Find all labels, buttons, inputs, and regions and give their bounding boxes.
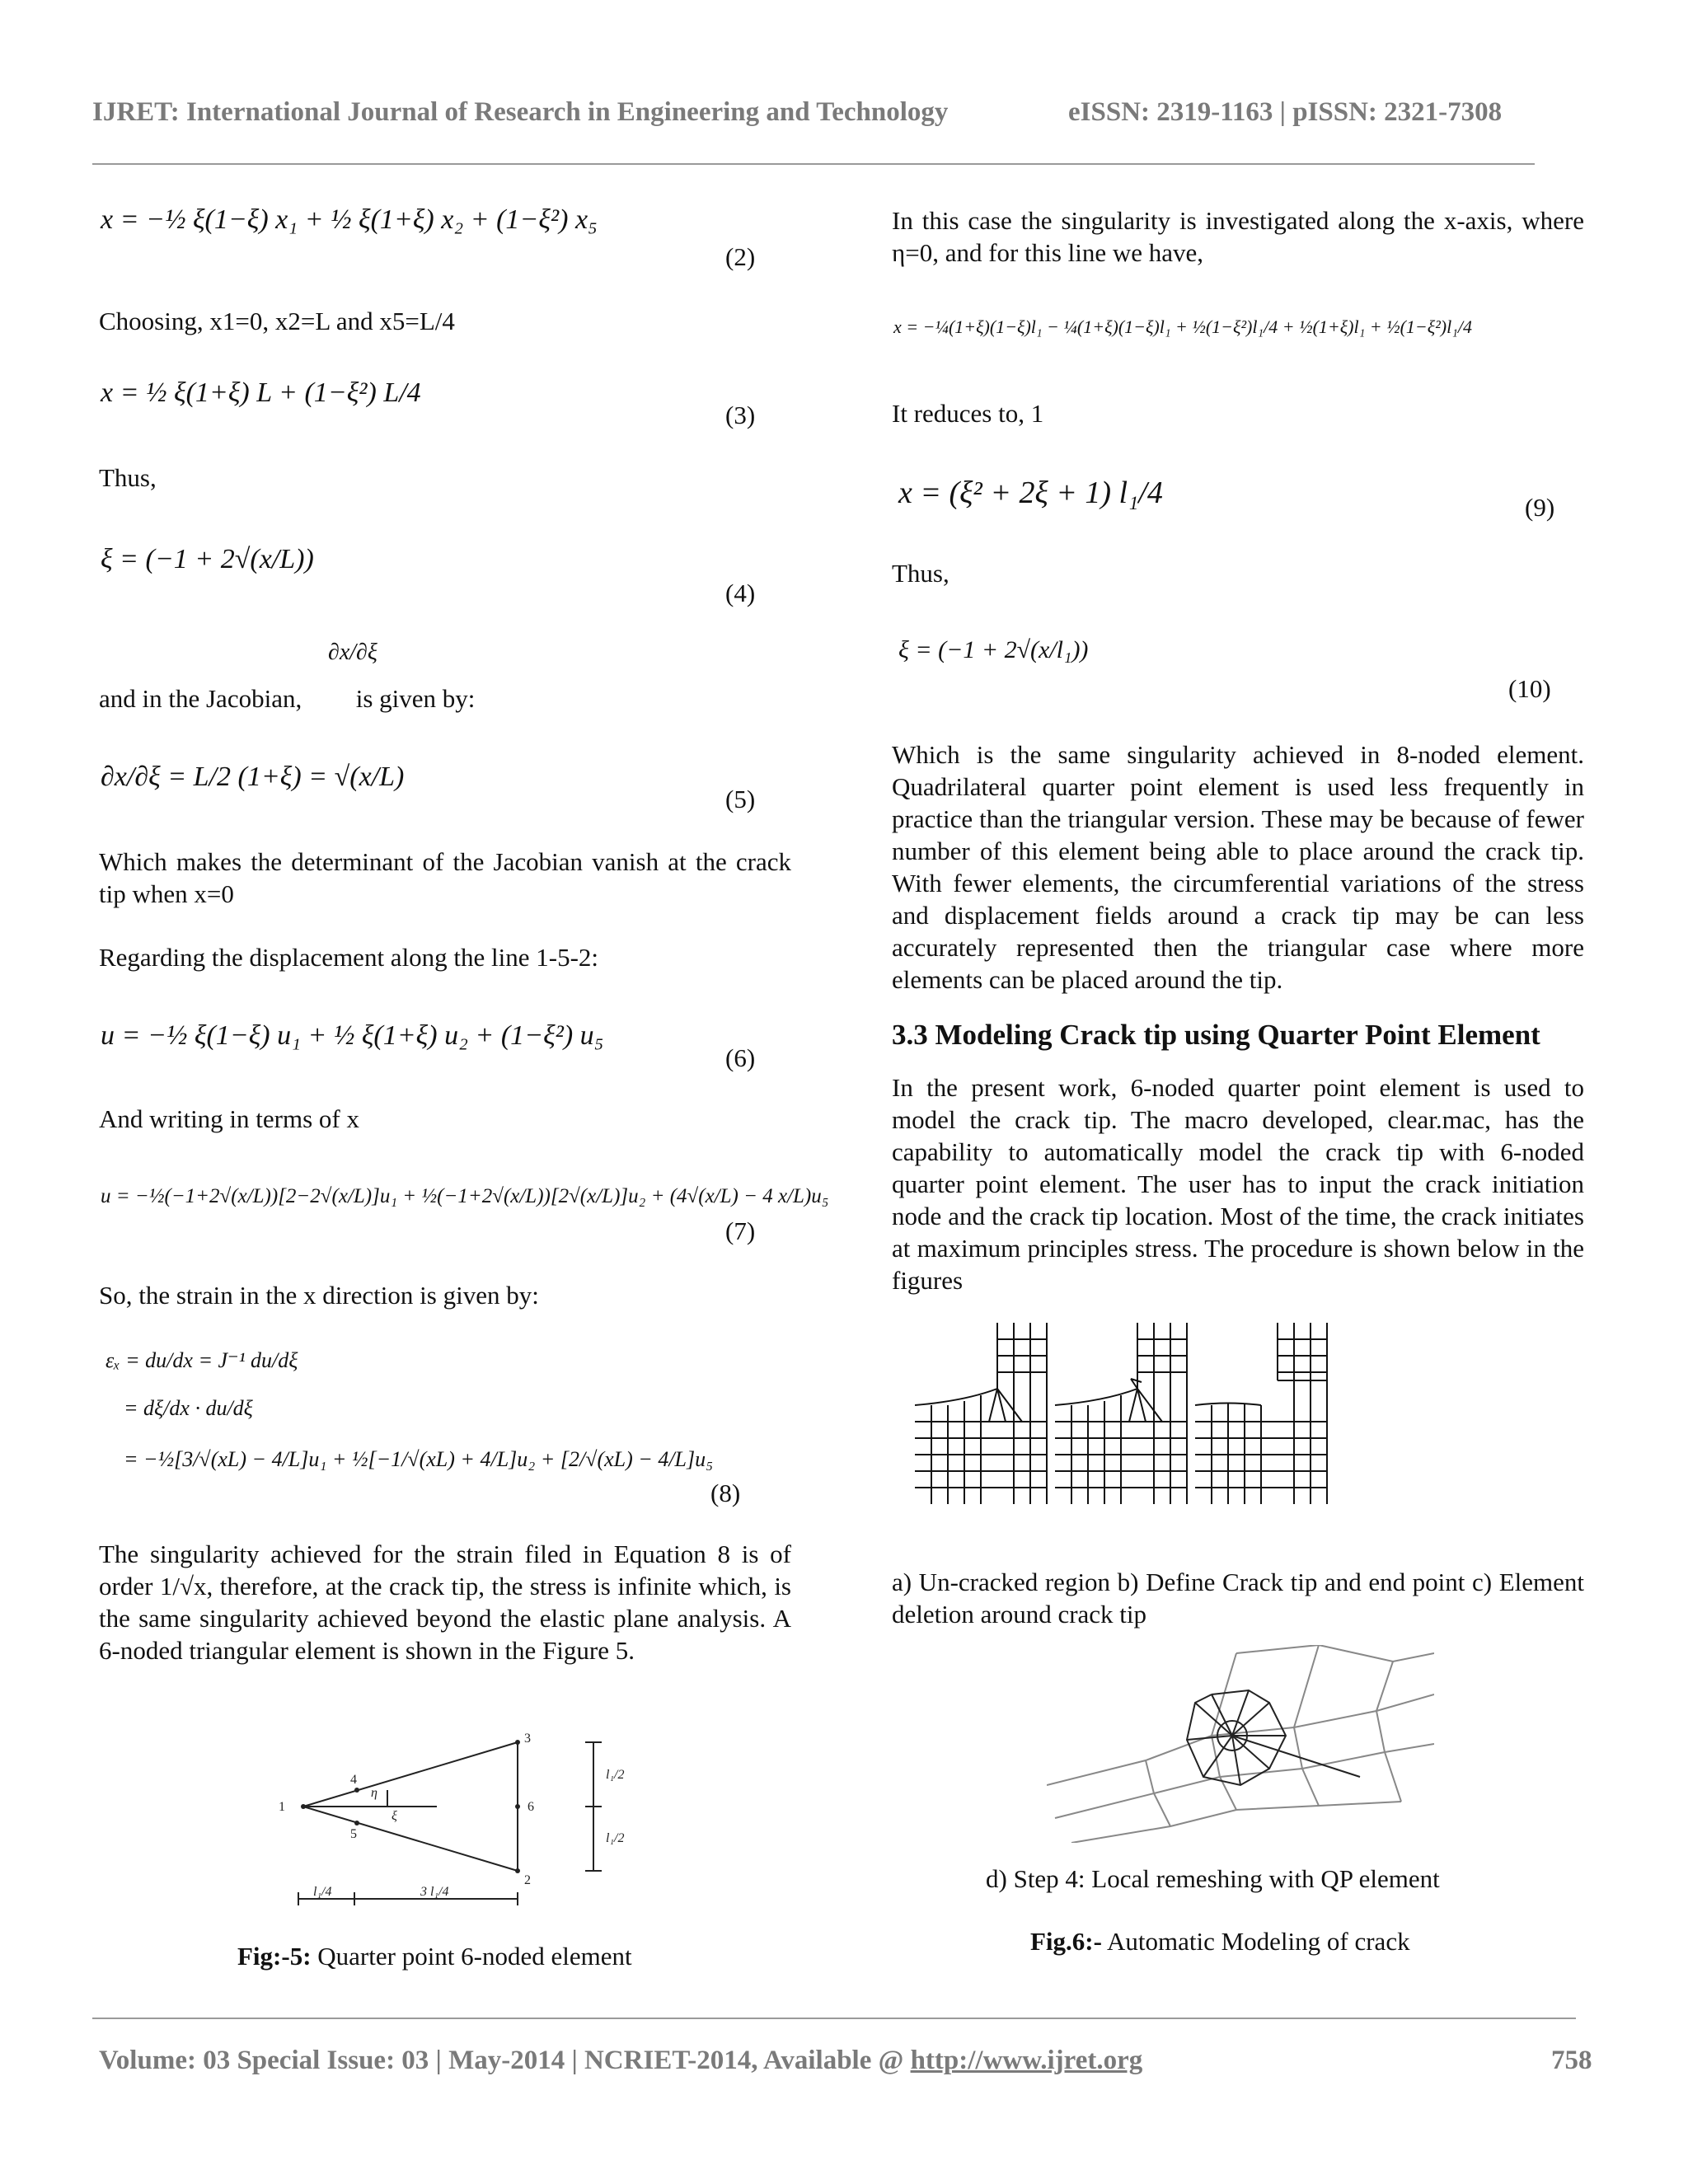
equation-4: ξ = (−1 + 2√(x/L)): [101, 544, 314, 574]
fig5-eta-label: η: [371, 1786, 377, 1800]
figure-6-caption-label: Fig.6:-: [1030, 1927, 1102, 1956]
jacobian-text-b: is given by:: [355, 684, 476, 713]
footer-issue-text: Volume: 03 Special Issue: 03 | May-2014 | NCRIET-2014, Available @: [99, 2046, 911, 2075]
footer-rule: [92, 2018, 1576, 2019]
issn-info: eISSN: 2319-1163 | pISSN: 2321-7308: [1068, 97, 1503, 127]
equation-8-number: (8): [710, 1479, 741, 1507]
equation-4-number: (4): [725, 579, 756, 607]
page-number: 758: [1551, 2046, 1592, 2075]
paragraph-present-work: In the present work, 6-noded quarter point element is used to model the crack tip. The macro developed, clear.mac, has the capability to automatically model the crack tip with 6-noded quarter point element. The user has to input the crack initiation node and the crack tip location. Most of the time, the crack initiates at maximum principles stress. The procedure is shown below in the figures: [892, 1073, 1584, 1295]
equation-3-number: (3): [725, 401, 756, 429]
paragraph-choosing: Choosing, x1=0, x2=L and x5=L/4: [99, 307, 455, 335]
paragraph-jacobian: [99, 682, 475, 715]
paragraph-same-singularity: Which is the same singularity achieved in 8-noded element. Quadrilateral quarter point element is used less frequently in practice than the triangular version. These may be because of fewer number of this element being able to place around the crack tip. With fewer elements, the circumferential variations of the stress and displacement fields around a crack tip may be can less accurately represented then the triangular case where more elements can be placed around the tip.: [892, 740, 1584, 994]
equation-2: x = −½ ξ(1−ξ) x₁ + ½ ξ(1+ξ) x₂ + (1−ξ²) x₅: [101, 204, 598, 235]
equation-8-line-1: εₓ = du/dx = J⁻¹ du/dξ: [106, 1348, 298, 1372]
paragraph-determinant: Which makes the determinant of the Jacobian vanish at the crack tip when x=0: [99, 847, 791, 908]
equation-9: x = (ξ² + 2ξ + 1) l₁/4: [898, 476, 1163, 510]
fig5-node-2: 2: [524, 1873, 531, 1887]
equation-6: u = −½ ξ(1−ξ) u₁ + ½ ξ(1+ξ) u₂ + (1−ξ²) u₅: [101, 1020, 604, 1051]
equation-7: u = −½(−1+2√(x/L))[2−2√(x/L)]u₁ + ½(−1+2√(x/L))[2√(x/L)]u₂ + (4√(x/L) − 4 x/L)u₅: [101, 1185, 829, 1207]
fig5-node-1: 1: [279, 1800, 285, 1814]
figure-5-element-diagram: [264, 1731, 659, 1912]
fig5-dim-lower: l₁/2: [606, 1831, 625, 1845]
footer-info: [99, 2046, 1142, 2076]
fig5-node-4: 4: [350, 1773, 357, 1787]
equation-5-number: (5): [725, 785, 756, 813]
paragraph-thus-left: Thus,: [99, 463, 157, 492]
fig5-xi-label: ξ: [392, 1809, 397, 1823]
equation-9-number: (9): [1525, 493, 1555, 522]
equation-6-number: (6): [725, 1043, 756, 1072]
figure-6-caption: [1030, 1927, 1410, 1957]
footer-url-link[interactable]: http://www.ijret.org: [910, 2046, 1143, 2075]
paragraph-case: In this case the singularity is investigated along the x-axis, where η=0, and for this line we have,: [892, 206, 1584, 267]
equation-10-number: (10): [1508, 674, 1551, 703]
mesh-panel-crack-tip: [1055, 1323, 1187, 1504]
figure-6-subcaption-d: d) Step 4: Local remeshing with QP element: [986, 1864, 1440, 1893]
jacobian-text-a: and in the Jacobian,: [99, 684, 302, 713]
figure-5-caption-label: Fig:-5:: [237, 1942, 312, 1971]
paragraph-thus-right: Thus,: [892, 559, 950, 588]
equation-2-number: (2): [725, 242, 756, 271]
jacobian-fraction: ∂x/∂ξ: [328, 640, 377, 665]
paragraph-strain: So, the strain in the x direction is given by:: [99, 1281, 539, 1310]
equation-5: ∂x/∂ξ = L/2 (1+ξ) = √(x/L): [101, 762, 405, 792]
journal-title: IJRET: International Journal of Research in Engineering and Technology: [92, 97, 949, 127]
fig5-node-3: 3: [524, 1732, 531, 1746]
paragraph-writing: And writing in terms of x: [99, 1104, 359, 1133]
fig5-node-5: 5: [350, 1827, 357, 1841]
figure-6-subcaption-abc: a) Un-cracked region b) Define Crack tip and end point c) Element deletion around crack tip: [892, 1568, 1584, 1629]
paragraph-singularity: The singularity achieved for the strain filed in Equation 8 is of order 1/√x, therefore, at the crack tip, the stress is infinite which, is the same singularity achieved beyond the elastic plane analysis. A 6-noded triangular element is shown in the Figure 5.: [99, 1540, 791, 1665]
equation-7-number: (7): [725, 1216, 756, 1245]
equation-3: x = ½ ξ(1+ξ) L + (1−ξ²) L/4: [101, 377, 421, 408]
equation-long: x = −¼(1+ξ)(1−ξ)l₁ − ¼(1+ξ)(1−ξ)l₁ + ½(1−ξ²)l₁/4 + ½(1+ξ)l₁ + ½(1−ξ²)l₁/4: [893, 316, 1472, 337]
header-rule: [92, 163, 1535, 165]
equation-8-line-3: = −½[3/√(xL) − 4/L]u₁ + ½[−1/√(xL) + 4/L]u₂ + [2/√(xL) − 4/L]u₅: [124, 1447, 714, 1471]
figure-5-caption-text: Quarter point 6-noded element: [311, 1942, 632, 1971]
figure-6-caption-text: Automatic Modeling of crack: [1101, 1927, 1410, 1956]
mesh-panel-deleted: [1195, 1323, 1327, 1504]
figure-6-mesh-panels: [915, 1323, 1574, 1506]
section-heading-3-3: 3.3 Modeling Crack tip using Quarter Point Element: [892, 1019, 1540, 1051]
figure-6-remesh-diagram: [1047, 1645, 1434, 1843]
equation-10: ξ = (−1 + 2√(x/l₁)): [898, 636, 1089, 663]
fig5-node-6: 6: [528, 1800, 534, 1814]
fig5-dim-quarter: l₁/4: [313, 1885, 332, 1899]
paragraph-displacement: Regarding the displacement along the line 1-5-2:: [99, 943, 599, 972]
equation-8-line-2: = dξ/dx · du/dξ: [124, 1396, 253, 1420]
paragraph-reduces: It reduces to, 1: [892, 399, 1044, 428]
figure-5-caption: [237, 1942, 632, 1971]
fig5-dim-upper: l₁/2: [606, 1768, 625, 1782]
fig5-dim-three-quarter: 3 l₁/4: [420, 1885, 449, 1899]
mesh-panel-uncracked: [915, 1323, 1047, 1504]
